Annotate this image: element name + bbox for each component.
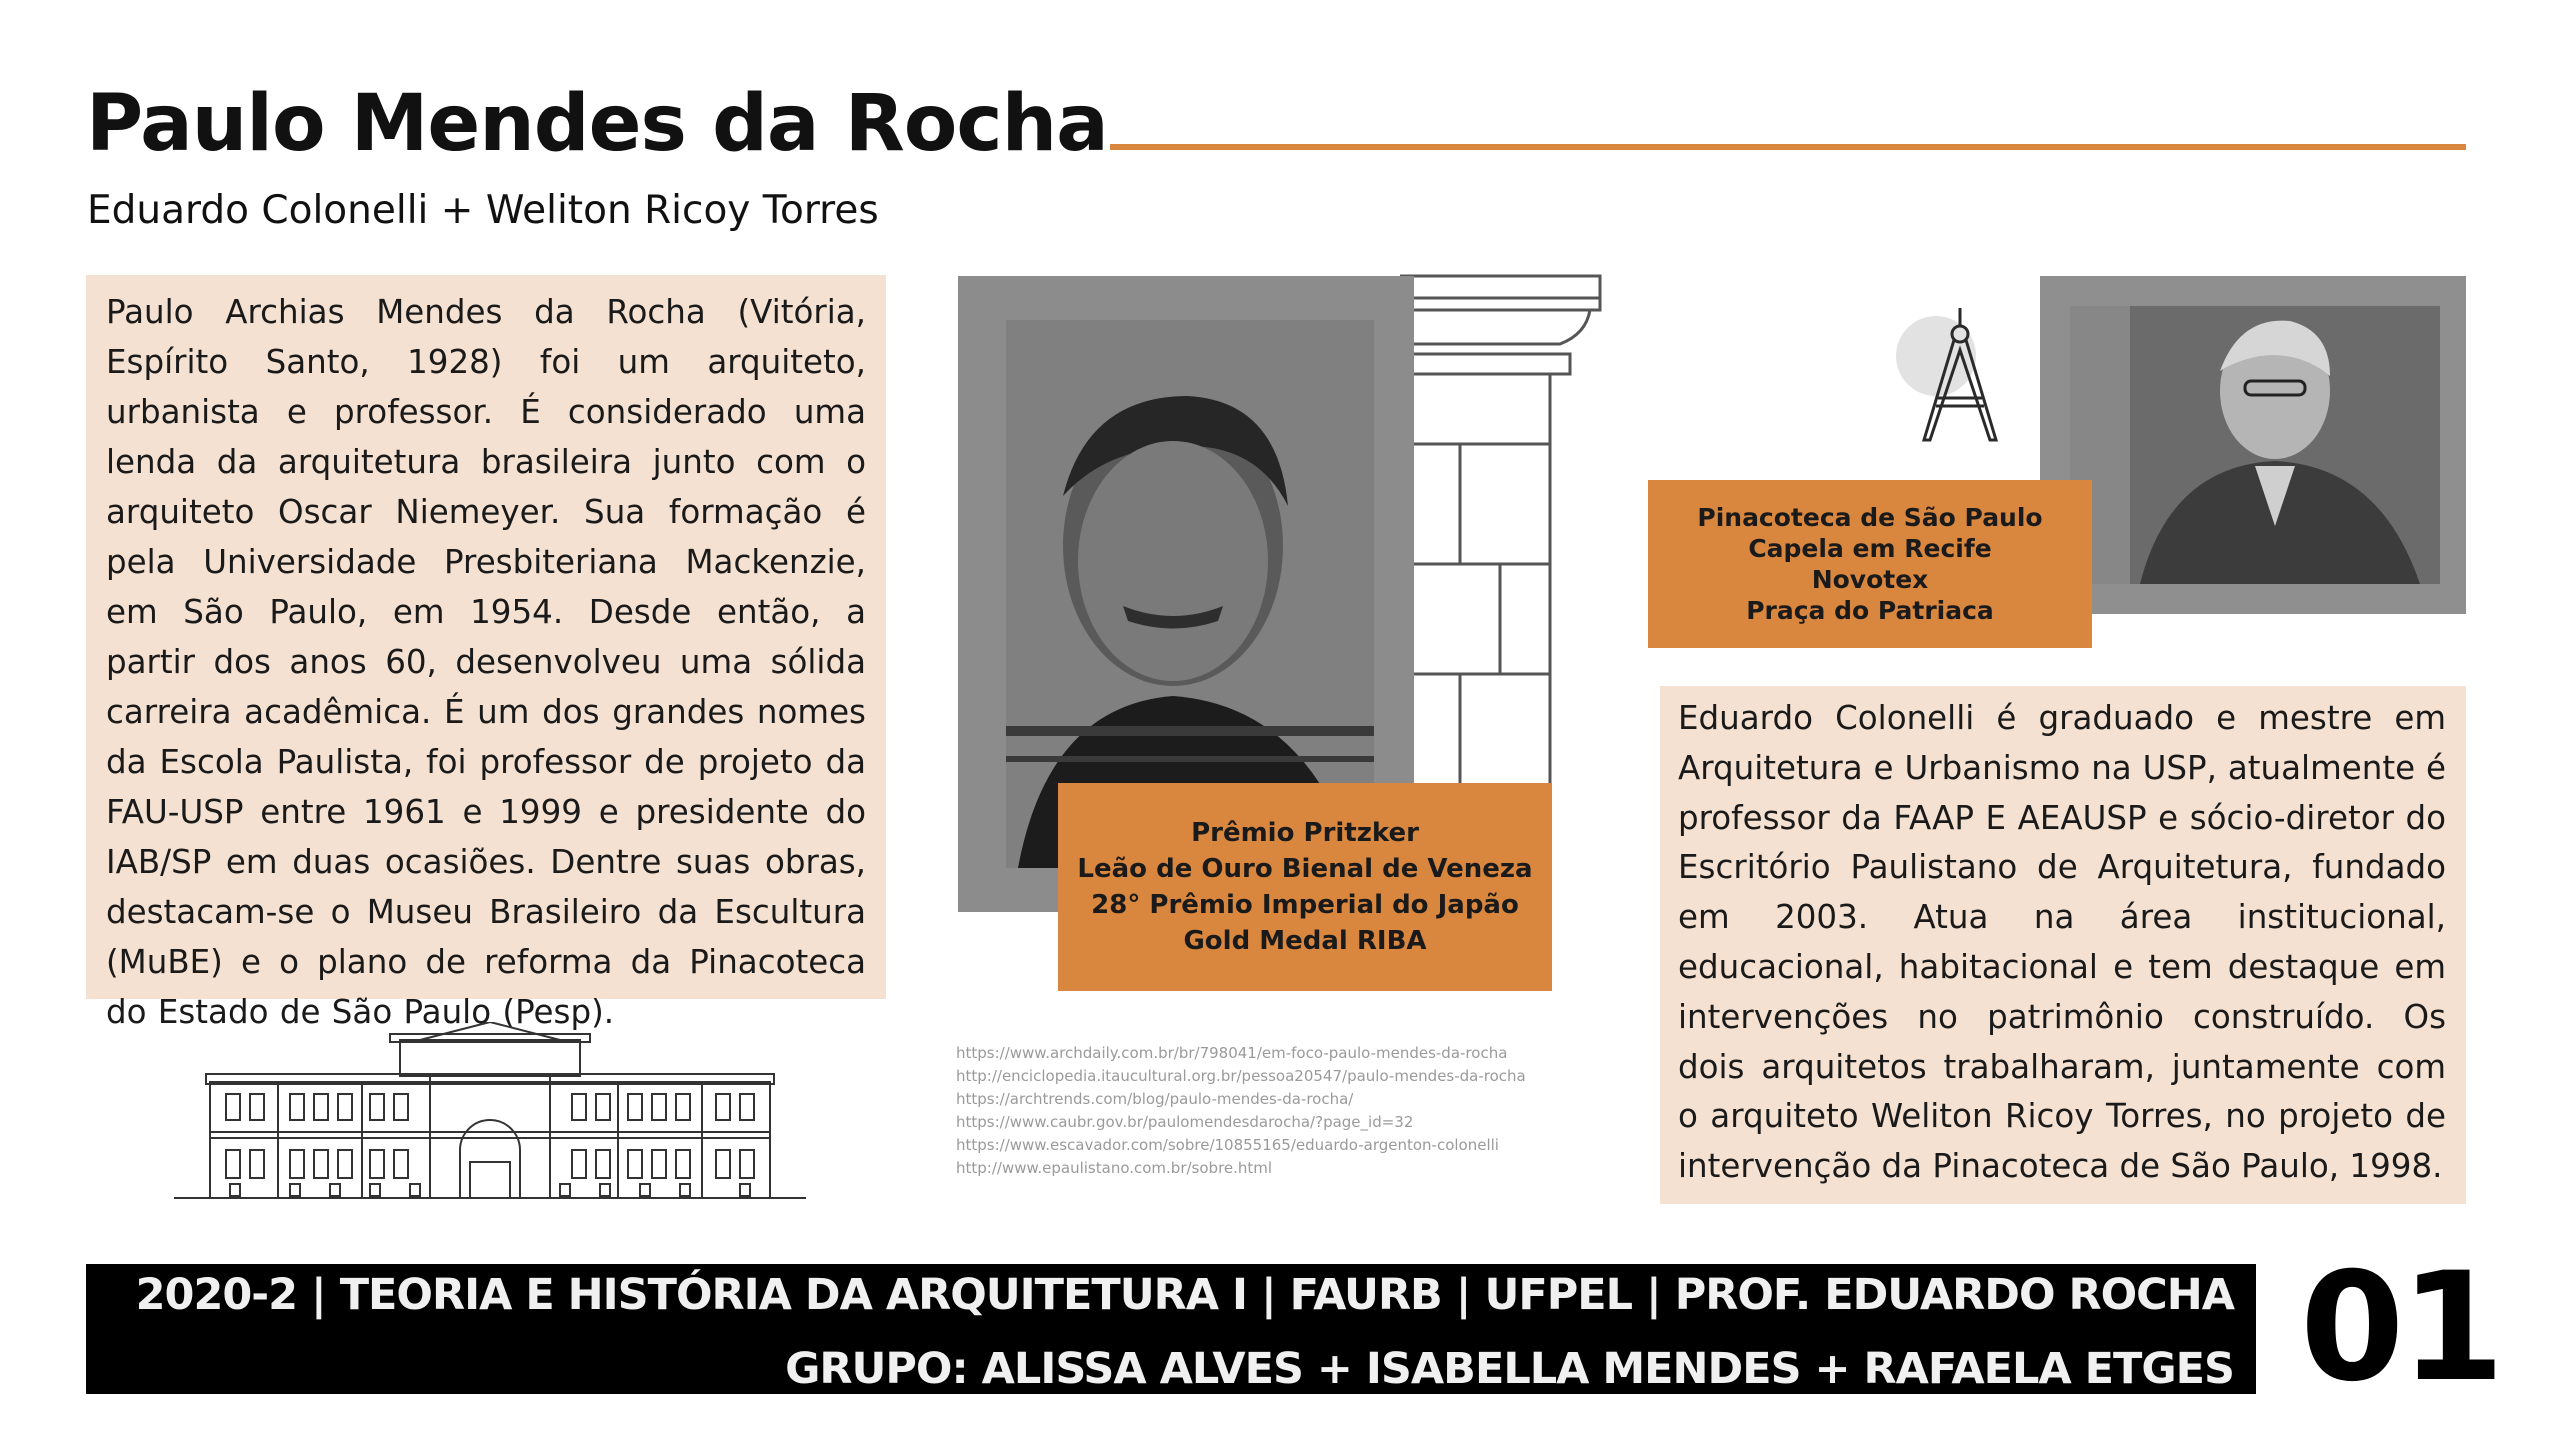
work-item: Praça do Patriaca xyxy=(1746,596,1994,625)
work-item: Novotex xyxy=(1811,565,1929,594)
award-item: Prêmio Pritzker xyxy=(1191,818,1419,848)
course-info: 2020-2 | TEORIA E HISTÓRIA DA ARQUITETURA I | FAURB | UFPEL | PROF. EDUARDO ROCHA xyxy=(135,1270,2234,1320)
page-subtitle: Eduardo Colonelli + Weliton Ricoy Torres xyxy=(87,188,879,233)
title-divider xyxy=(1110,144,2466,150)
bio-text: Paulo Archias Mendes da Rocha (Vitória, Espírito Santo, 1928) foi um arquiteto, urbanista e professor. É considerado uma lenda da arquitetura brasileira junto com o arquiteto Oscar Niemeyer. Sua formação é pela Universidade Presbiteriana Mackenzie, em São Paulo, em 1954. Desde então, a partir dos anos 60, desenvolveu uma sólida carreira acadêmica. É um dos grandes nomes da Escola Paulista, foi professor de projeto da FAU-USP entre 1961 e 1999 e presidente do IAB/SP em duas ocasiões. Dentre suas obras, destacam-se o Museu Brasileiro da Escultura (MuBE) e o plano de reforma da Pinacoteca do Estado de São Paulo (Pesp). xyxy=(106,293,866,1031)
drafting-compass-icon xyxy=(1896,306,2016,446)
page-title: Paulo Mendes da Rocha xyxy=(86,79,1108,169)
source-link[interactable]: https://www.escavador.com/sobre/10855165/eduardo-argenton-colonelli xyxy=(956,1136,1499,1154)
awards-panel xyxy=(1058,783,1552,991)
source-link[interactable]: http://www.epaulistano.com.br/sobre.html xyxy=(956,1159,1273,1177)
works-panel xyxy=(1648,480,2092,648)
source-link[interactable]: http://enciclopedia.itaucultural.org.br/pessoa20547/paulo-mendes-da-rocha xyxy=(956,1067,1526,1085)
source-link[interactable]: https://archtrends.com/blog/paulo-mendes-da-rocha/ xyxy=(956,1090,1354,1108)
footer-bar xyxy=(86,1264,2256,1394)
colonelli-panel xyxy=(1660,686,2466,1204)
award-item: 28° Prêmio Imperial do Japão xyxy=(1091,890,1519,920)
colonelli-text: Eduardo Colonelli é graduado e mestre em Arquitetura e Urbanismo na USP, atualmente é professor da FAAP E AEAUSP e sócio-diretor do Escritório Paulistano de Arquitetura, fundado em 2003. Atua na área institucional, educacional, habitacional e tem destaque em intervenções no patrimônio construído. Os dois arquitetos trabalharam, juntamente com o arquiteto Weliton Ricoy Torres, no projeto de intervenção da Pinacoteca de São Paulo, 1998. xyxy=(1678,699,2446,1186)
source-link[interactable]: https://www.caubr.gov.br/paulomendesdarocha/?page_id=32 xyxy=(956,1113,1414,1131)
work-item: Pinacoteca de São Paulo xyxy=(1697,503,2043,532)
award-item: Leão de Ouro Bienal de Veneza xyxy=(1077,854,1533,884)
source-links xyxy=(956,1042,1526,1180)
column-drawing xyxy=(1400,274,1610,794)
source-link[interactable]: https://www.archdaily.com.br/br/798041/em-foco-paulo-mendes-da-rocha xyxy=(956,1044,1508,1062)
bio-panel xyxy=(86,275,886,1031)
group-info: GRUPO: ALISSA ALVES + ISABELLA MENDES + RAFAELA ETGES xyxy=(785,1344,2234,1394)
award-item: Gold Medal RIBA xyxy=(1183,926,1427,956)
page-number: 01 xyxy=(2300,1241,2501,1415)
portrait-eduardo-colonelli xyxy=(2040,276,2466,614)
pinacoteca-facade-drawing xyxy=(170,1022,810,1202)
work-item: Capela em Recife xyxy=(1748,534,1992,563)
